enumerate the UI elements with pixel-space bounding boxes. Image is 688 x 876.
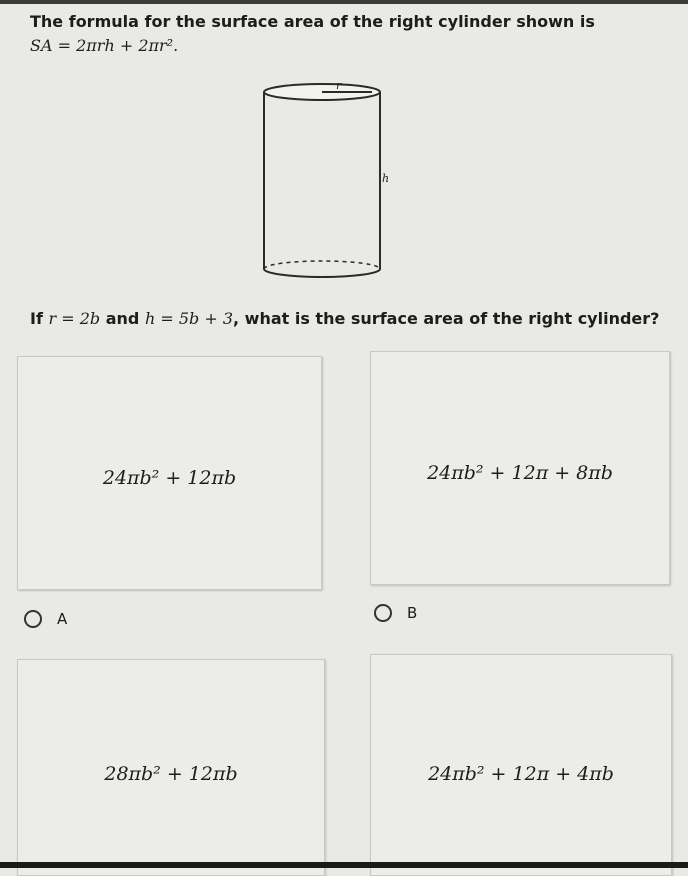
choice-b-label[interactable]: B [407,604,418,622]
radius-label: r [336,80,342,92]
choice-c-expression: 28πb² + 12πb [104,763,238,785]
choice-a-label[interactable]: A [57,610,68,628]
question-connector: and [105,309,140,328]
question-text [30,309,659,329]
choice-b-radio[interactable] [374,604,392,622]
choice-a-card[interactable] [17,356,322,590]
question-suffix: , what is the surface area of the right cylinder? [233,309,660,328]
choice-c-card[interactable] [17,659,325,876]
question-prefix: If [30,309,43,328]
given-r: r = 2b [48,309,101,328]
choice-b-card[interactable] [370,351,670,585]
surface-area-formula: SA = 2πrh + 2πr². [30,36,179,55]
choice-b-expression: 24πb² + 12π + 8πb [427,462,613,484]
bottom-edge [0,862,688,868]
choice-a-radio[interactable] [24,610,42,628]
top-edge [0,0,688,4]
cylinder-figure [255,80,390,290]
problem-intro: The formula for the surface area of the right cylinder shown is [30,12,595,31]
height-label: h [382,172,390,185]
choice-d-card[interactable] [370,654,672,876]
choice-d-expression: 24πb² + 12π + 4πb [428,763,614,785]
given-h: h = 5b + 3 [144,309,234,328]
choice-a-expression: 24πb² + 12πb [102,467,237,489]
